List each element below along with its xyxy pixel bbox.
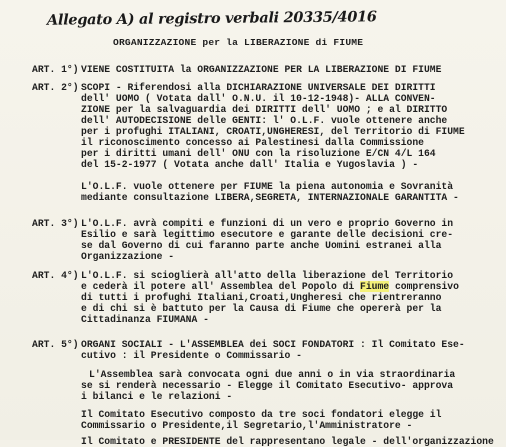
article-3-line: Esilio e sarà legittimo esecutore e garante delle decisioni cre- — [81, 229, 454, 240]
article-2-line: dell' AUTODECISIONE delle GENTI: l' O.L.F. vuole ottenere anche — [81, 115, 448, 126]
article-5-line: Il Comitato Esecutivo composto da tre soci fondatori elegge il — [81, 409, 442, 420]
article-2-line: mediante consultazione LIBERA,SEGRETA, INTERNAZIONALE GARANTITA - — [81, 192, 459, 203]
article-1-label: ART. 1°) — [32, 64, 79, 75]
handwritten-note: Allegato A) al registro verbali 20335/4016 — [46, 8, 377, 29]
article-1-line: VIENE COSTITUITA la ORGANIZZAZIONE PER LA LIBERAZIONE DI FIUME — [81, 64, 442, 75]
article-4-label: ART. 4°) — [32, 270, 79, 281]
article-4-text: comprensivo — [389, 281, 459, 292]
article-3-line: Organizzazione - — [81, 251, 175, 262]
article-4-line: e di chi si è battuto per la Causa di Fiume che opererà per la — [81, 303, 442, 314]
article-2-label: ART. 2°) — [32, 82, 79, 93]
highlighted-word: Fiume — [360, 281, 390, 292]
article-2-line: per i diritti umani dell' ONU con la risoluzione E/CN 4/L 164 — [81, 148, 436, 159]
article-4-line: L'O.L.F. si scioglierà all'atto della liberazione del Territorio — [81, 270, 454, 281]
article-2-line: ZIONE per la salvaguardia dei DIRITTI dell' UOMO ; e al DIRITTO — [81, 104, 448, 115]
article-5-line: ORGANI SOCIALI - L'ASSEMBLEA dei SOCI FONDATORI : Il Comitato Ese- — [81, 339, 465, 350]
article-2-line: dell' UOMO ( Votata dall' O.N.U. il 10-12-1948)- ALLA CONVEN- — [81, 93, 436, 104]
article-5-line: cutivo : il Presidente o Commissario - — [81, 350, 302, 361]
article-4-line: Cittadinanza FIUMANA - — [81, 314, 209, 325]
article-2-line: il riconoscimento concesso ai Palestinesi dalla Commissione — [81, 137, 424, 148]
article-3-line: se dal Governo di cui faranno parte anche Uomini estranei alla — [81, 240, 442, 251]
article-4-line: di tutti i profughi Italiani,Croati,Ungheresi che rientreranno — [81, 292, 442, 303]
article-5-label: ART. 5°) — [32, 339, 79, 350]
article-5-line: L'Assemblea sarà convocata ogni due anni o in via straordinaria — [89, 369, 456, 380]
article-5-line: i bilanci e le relazioni - — [81, 391, 233, 402]
article-3-line: L'O.L.F. avrà compiti e funzioni di un vero e proprio Governo in — [81, 218, 454, 229]
article-5-line: se si renderà necessario - Elegge il Comitato Esecutivo- approva — [81, 380, 454, 391]
article-4-line — [81, 281, 459, 292]
article-5-line: Commissario o Presidente,il Segretario,l'Amministratore - — [81, 420, 413, 431]
article-2-line: del 15-2-1977 ( Votata anche dall' Italia e Yugoslavia ) - — [81, 159, 419, 170]
document-title: ORGANIZZAZIONE per la LIBERAZIONE di FIUME — [113, 37, 364, 48]
article-4-text: e cederà il potere all' Assemblea del Popolo di — [81, 281, 361, 292]
article-3-label: ART. 3°) — [32, 218, 79, 229]
article-2-line: per i profughi ITALIANI, CROATI,UNGHERESI, del Territorio di FIUME — [81, 126, 465, 137]
article-2-line: L'O.L.F. vuole ottenere per FIUME la piena autonomia e Sovranità — [81, 181, 454, 192]
article-5-line: Il Comitato e PRESIDENTE del rappresentano legale - dell'organizzazione — [81, 436, 494, 447]
article-2-line: SCOPI - Riferendosi alla DICHIARAZIONE UNIVERSALE DEI DIRITTI — [81, 82, 436, 93]
